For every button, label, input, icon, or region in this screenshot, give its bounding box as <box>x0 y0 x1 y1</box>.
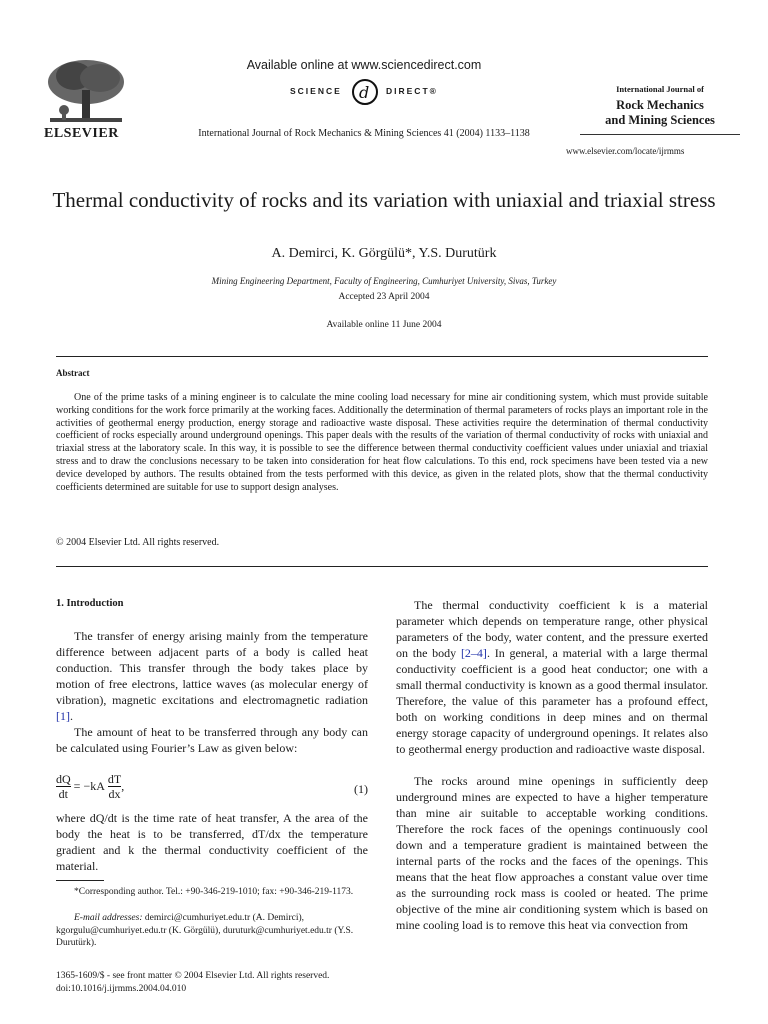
journal-header <box>580 84 740 128</box>
journal-citation: International Journal of Rock Mechanics & Mining Sciences 41 (2004) 1133–1138 <box>198 128 530 139</box>
intro-paragraph-3: where dQ/dt is the time rate of heat transfer, A the area of the body the heat is to be transferred, dT/dx the temperature gradient and k the thermal conductivity coefficient of the material. <box>56 811 368 873</box>
right-p1-text: The thermal conductivity coefficient k is a material parameter which depends on temperature range, other physical parameters of the body, water content, and the pressure exerted on the body <box>396 598 708 660</box>
equation-middle: = −kA <box>73 779 105 793</box>
equation-comma: , <box>121 779 125 793</box>
article-title: Thermal conductivity of rocks and its variation with uniaxial and triaxial stress <box>52 188 716 212</box>
svg-text:d: d <box>359 83 370 102</box>
front-matter-block <box>56 970 329 995</box>
abstract-copyright: © 2004 Elsevier Ltd. All rights reserved. <box>56 537 220 548</box>
journal-header-rule <box>580 134 740 135</box>
citation-link-1[interactable]: [1] <box>56 709 70 723</box>
abstract-top-rule <box>56 356 708 357</box>
equation-1 <box>56 772 368 806</box>
footnote-rule <box>56 880 104 881</box>
available-online-banner: Available online at www.sciencedirect.com <box>246 58 482 72</box>
publisher-logo-text: ELSEVIER <box>44 126 119 141</box>
footnote-corresponding-author: *Corresponding author. Tel.: +90-346-219-1010; fax: +90-346-219-1173. <box>74 887 354 897</box>
journal-name-line-1: Rock Mechanics <box>616 98 704 112</box>
abstract-heading: Abstract <box>56 368 90 378</box>
footnote-email-list[interactable]: demirci@cumhuriyet.edu.tr (A. Demirci), kgorgulu@cumhuriyet.edu.tr (K. Görgülü), duruturk@cumhuriyet.edu.tr (Y.S. Durutürk). <box>56 913 354 948</box>
equation-rhs-denominator: dx <box>108 787 121 801</box>
journal-small-title: International Journal of <box>616 84 704 94</box>
equation-lhs-numerator: dQ <box>56 772 71 786</box>
abstract-text: One of the prime tasks of a mining engineer is to calculate the mine cooling load necessary for mine air conditioning system, which must provide suitable working conditions for the work force primarily at the working faces. Additionally the determination of thermal parameters of rocks plays an important role in the activities of geothermal energy production, energy storage and radioactive waste disposal. These activities require the determination of thermal conductivity coefficient of rocks especially around underground openings. This paper deals with the results of the variation of thermal conductivity of rocks with uniaxial and triaxial stress at the laboratory scale. In this way, it is possible to see the difference between thermal conductivity coefficient values under uniaxial and triaxial stress and to draw the conclusions necessary to be taken into consideration for heat flow calculations. To this end, rock specimens have been tested via a new device developed by authors. The results obtained from the tests performed with this device, as given in the related plots, show that the thermal conductivity coefficients determined are suitable for use to support design analyses. <box>56 392 708 493</box>
equation-rhs-numerator: dT <box>107 772 122 786</box>
equation-rhs-fraction <box>108 772 121 801</box>
journal-url-link[interactable]: www.elsevier.com/locate/ijrmms <box>566 146 685 156</box>
abstract-bottom-rule <box>56 566 708 567</box>
accepted-date: Accepted 23 April 2004 <box>338 292 430 302</box>
intro-paragraph-2: The amount of heat to be transferred through any body can be calculated using Fourier’s Law as given below: <box>56 725 368 755</box>
intro-p1-text: The transfer of energy arising mainly from the temperature difference between adjacent parts of a body is called heat conduction. This transfer through the body takes place by motion of free electrons, lattice waves (as molecular energy of vibration), magnetic excitations and electromagnetic radiation <box>56 629 368 707</box>
sciencedirect-d-icon <box>350 78 380 106</box>
journal-name-line-2: and Mining Sciences <box>605 113 715 127</box>
right-paragraph-2: The rocks around mine openings in sufficiently deep underground mines are expected to have a higher temperature than mine air suitable to acceptable working conditions. Therefore the rock faces of the openings continuously cool down and a temperature gradient is maintained between the internal parts of the rocks and the faces of the openings. This means that the heat flow approaches a constant value over time as the surrounding rock mass is cooled or heated. The prime objective of the mine air conditioning system which is based on mine cooling load is to remove this heat via convection from <box>396 774 708 932</box>
intro-paragraph-1 <box>56 628 368 724</box>
sciencedirect-right-text: DIRECT® <box>386 86 438 96</box>
sciencedirect-logo <box>290 78 460 106</box>
right-paragraph-1 <box>396 597 708 757</box>
equation-number: (1) <box>354 782 368 796</box>
online-date: Available online 11 June 2004 <box>326 320 442 330</box>
equation-lhs-denominator: dt <box>56 786 71 801</box>
footnote-emails <box>56 912 368 950</box>
article-authors: A. Demirci, K. Görgülü*, Y.S. Durutürk <box>271 246 497 261</box>
doi-link[interactable]: doi:10.1016/j.ijrmms.2004.04.010 <box>56 983 187 994</box>
issn-line: 1365-1609/$ - see front matter © 2004 Elsevier Ltd. All rights reserved. <box>56 971 330 981</box>
intro-p1-end: . <box>70 709 73 723</box>
sciencedirect-left-text: SCIENCE <box>290 86 342 96</box>
author-affiliation: Mining Engineering Department, Faculty of Engineering, Cumhuriyet University, Sivas, Turkey <box>211 276 557 286</box>
citation-link-2-4[interactable]: [2–4] <box>460 646 487 660</box>
right-p1-rest: . In general, a material with a large thermal conductivity coefficient is a good heat conductor; one with a small thermal conductivity is known as a good thermal insulator. Therefore, the value of this parameter has a profound effect, both on working conditions in deep mines and on thermal energy storage capacity of underground openings. It relates also to geothermal energy production and radioactive waste disposal. <box>396 646 708 756</box>
footnote-email-label: E-mail addresses: <box>74 913 143 923</box>
section-heading-introduction: 1. Introduction <box>56 598 124 609</box>
equation-lhs-fraction <box>56 772 71 801</box>
